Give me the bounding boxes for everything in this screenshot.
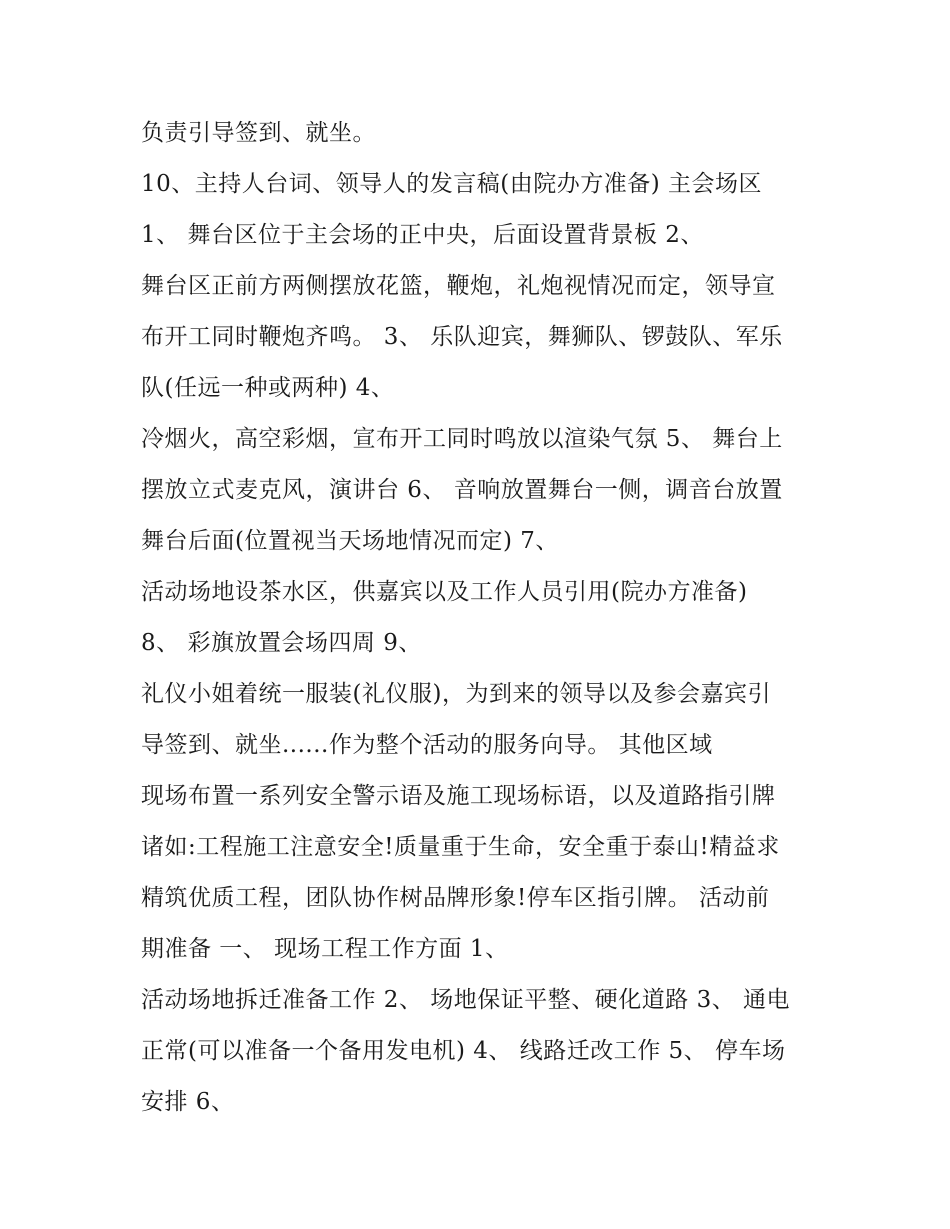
text-line: 舞台后面(位置视当天场地情况而定) 7、 bbox=[141, 528, 559, 554]
text-line: 礼仪小姐着统一服装(礼仪服)，为到来的领导以及参会嘉宾引 bbox=[141, 681, 771, 707]
text-line: 活动场地设茶水区，供嘉宾以及工作人员引用(院办方准备) bbox=[141, 579, 748, 605]
text-line: 精筑优质工程，团队协作树品牌形象!停车区指引牌。 活动前 bbox=[141, 885, 770, 911]
text-line: 舞台区正前方两侧摆放花篮，鞭炮，礼炮视情况而定，领导宣 bbox=[141, 273, 776, 299]
text-line: 正常(可以准备一个备用发电机) 4、 线路迁改工作 5、 停车场 bbox=[141, 1038, 786, 1064]
text-line: 诸如:工程施工注意安全!质量重于生命，安全重于泰山!精益求 bbox=[141, 834, 780, 860]
document-body bbox=[141, 108, 831, 1128]
text-line: 布开工同时鞭炮齐鸣。 3、 乐队迎宾，舞狮队、锣鼓队、军乐 bbox=[141, 324, 783, 350]
text-line: 10、主持人台词、领导人的发言稿(由院办方准备) 主会场区 bbox=[141, 171, 763, 197]
text-line: 负责引导签到、就坐。 bbox=[141, 120, 376, 146]
text-line: 活动场地拆迁准备工作 2、 场地保证平整、硬化道路 3、 通电 bbox=[141, 987, 791, 1013]
text-line: 安排 6、 bbox=[141, 1089, 235, 1115]
text-line: 导签到、就坐......作为整个活动的服务向导。 其他区域 bbox=[141, 732, 713, 758]
text-line: 冷烟火，高空彩烟，宣布开工同时鸣放以渲染气氛 5、 舞台上 bbox=[141, 426, 783, 452]
text-line: 现场布置一系列安全警示语及施工现场标语，以及道路指引牌 bbox=[141, 783, 776, 809]
text-line: 队(任远一种或两种) 4、 bbox=[141, 375, 395, 401]
text-line: 1、 舞台区位于主会场的正中央，后面设置背景板 2、 bbox=[141, 222, 704, 248]
text-line: 期准备 一、 现场工程工作方面 1、 bbox=[141, 936, 509, 962]
text-line: 8、 彩旗放置会场四周 9、 bbox=[141, 630, 422, 656]
text-line: 摆放立式麦克风，演讲台 6、 音响放置舞台一侧，调音台放置 bbox=[141, 477, 783, 503]
